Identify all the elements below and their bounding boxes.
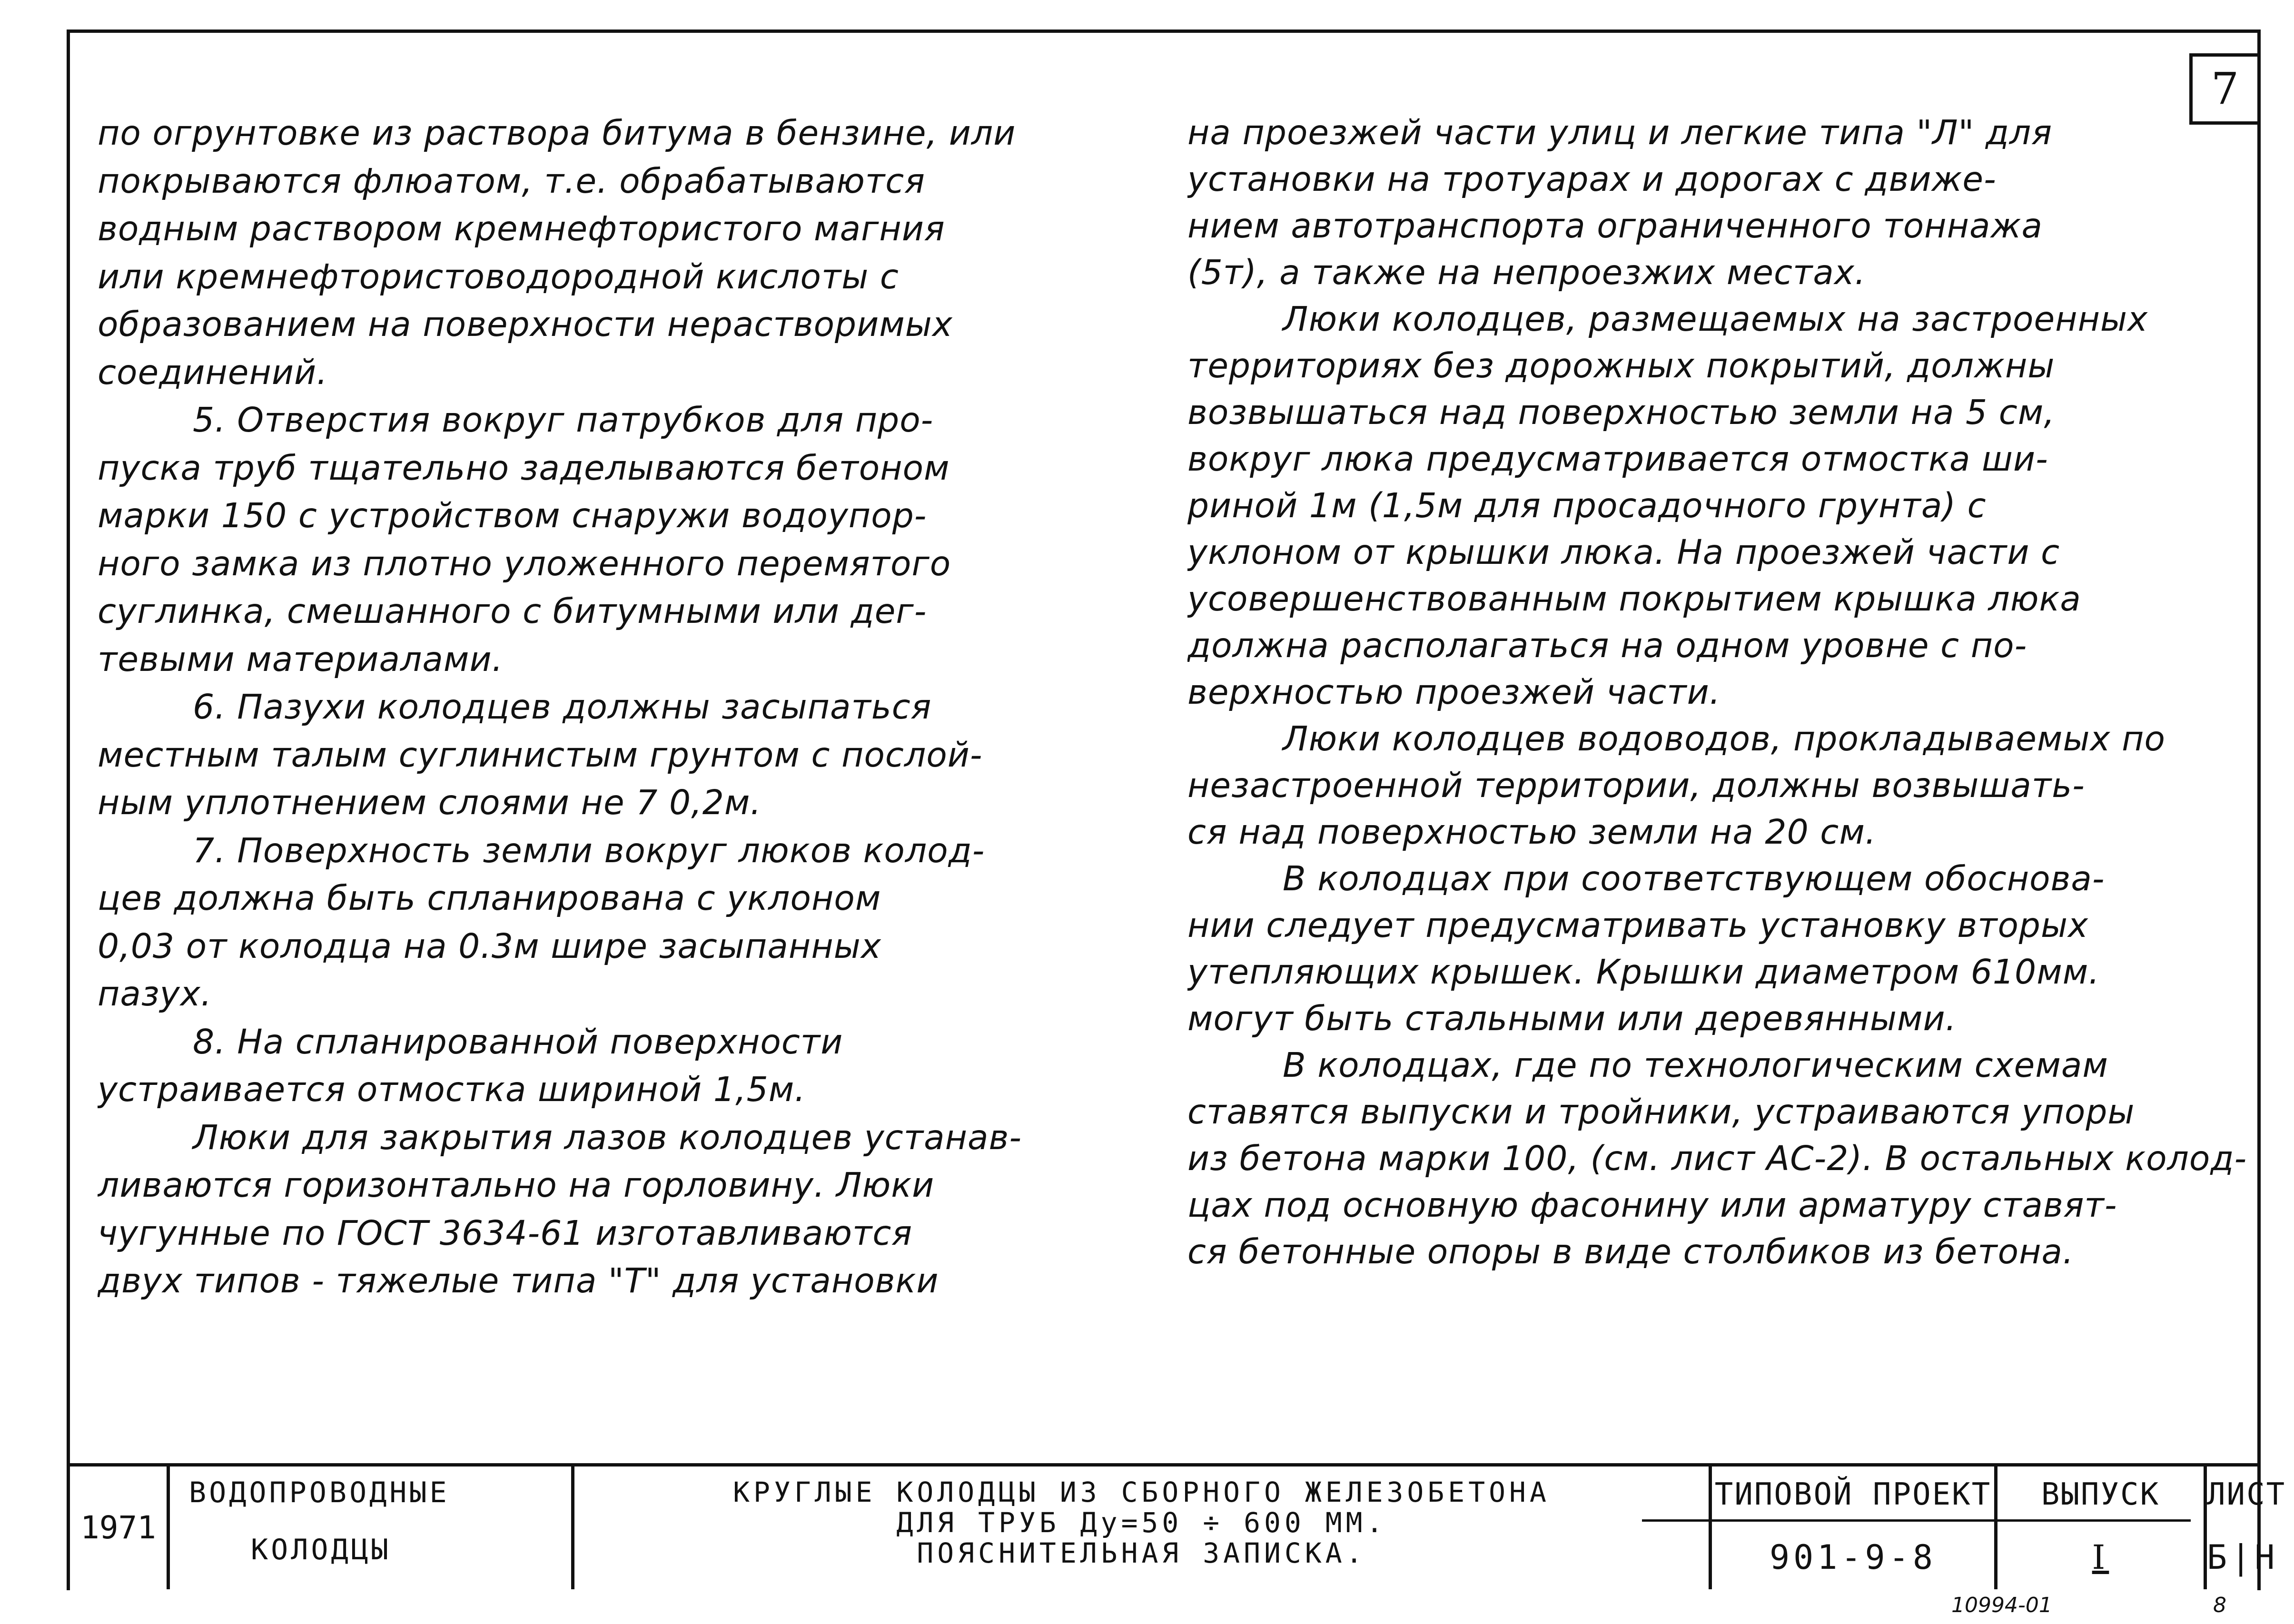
right-column-line: нием автотранспорта ограниченного тоннажа bbox=[1187, 206, 2043, 246]
right-column-line: могут быть стальными или деревянными. bbox=[1187, 999, 1957, 1038]
left-column-line: местным талым суглинистым грунтом с послой- bbox=[98, 735, 983, 775]
drawing-title-line3: ПОЯСНИТЕЛЬНАЯ ЗАПИСКА. bbox=[917, 1537, 1366, 1569]
left-column-line: цев должна быть спланирована с уклоном bbox=[98, 878, 881, 918]
right-column-line: ся бетонные опоры в виде столбиков из бетона. bbox=[1187, 1232, 2074, 1271]
title-block-issue-cell bbox=[1997, 1467, 2207, 1589]
left-column-line: 7. Поверхность земли вокруг люков колод- bbox=[193, 830, 985, 870]
left-column-line: 6. Пазухи колодцев должны засыпаться bbox=[193, 687, 932, 727]
right-column-line: ся над поверхностью земли на 20 см. bbox=[1187, 812, 1877, 852]
right-column-line: должна располагаться на одном уровне с по- bbox=[1187, 626, 2027, 665]
right-column-line: из бетона марки 100, (см. лист АС-2). В остальных колод- bbox=[1187, 1139, 2247, 1178]
year-text: 1971 bbox=[80, 1509, 156, 1546]
left-column-line: или кремнефтористоводородной кислоты с bbox=[98, 256, 899, 296]
left-column-line: соединений. bbox=[98, 352, 328, 392]
left-column-line: Люки для закрытия лазов колодцев устанав- bbox=[193, 1117, 1022, 1157]
right-column-line: на проезжей части улиц и легкие типа "Л" для bbox=[1187, 113, 2053, 152]
right-column-line: вокруг люка предусматривается отмостка ши- bbox=[1187, 439, 2048, 479]
right-column-line: В колодцах, где по технологическим схемам bbox=[1283, 1045, 2108, 1085]
left-column-line: 0,03 от колодца на 0.3м шире засыпанных bbox=[98, 926, 881, 966]
page-number: 7 bbox=[2189, 53, 2261, 125]
left-column-line: двух типов - тяжелые типа "Т" для установки bbox=[98, 1261, 939, 1300]
object-name-line2: КОЛОДЦЫ bbox=[251, 1533, 391, 1566]
left-column-line: тевыми материалами. bbox=[98, 639, 504, 679]
right-column-line: незастроенной территории, должны возвышать- bbox=[1187, 766, 2085, 805]
left-column-line: 8. На спланированной поверхности bbox=[193, 1022, 843, 1062]
right-column-line: цах под основную фасонину или арматуру ставят- bbox=[1187, 1185, 2117, 1225]
right-column-line: (5т), а также на непроезжих местах. bbox=[1187, 253, 1866, 292]
right-column-line: уклоном от крышки люка. На проезжей части с bbox=[1187, 532, 2060, 572]
right-column-line: Люки колодцев водоводов, прокладываемых по bbox=[1283, 719, 2165, 758]
archive-suffix: 8 bbox=[2213, 1593, 2226, 1617]
right-column-line: риной 1м (1,5м для просадочного грунта) с bbox=[1187, 486, 1987, 525]
right-column-line: ставятся выпуски и тройники, устраиваются упоры bbox=[1187, 1092, 2135, 1132]
right-column-line: территориях без дорожных покрытий, должны bbox=[1187, 346, 2055, 385]
right-column-line: возвышаться над поверхностью земли на 5 см, bbox=[1187, 393, 2055, 432]
left-column-line: суглинка, смешанного с битумными или дег- bbox=[98, 591, 927, 631]
project-number: 901-9-8 bbox=[1769, 1538, 1937, 1577]
right-column-line: нии следует предусматривать установку вторых bbox=[1187, 906, 2089, 945]
title-block-year-cell bbox=[70, 1467, 170, 1589]
left-column-line: ным уплотнением слоями не 7 0,2м. bbox=[98, 783, 762, 822]
left-column-line: по огрунтовке из раствора битума в бензине, или bbox=[98, 113, 1016, 153]
left-column-line: покрываются флюатом, т.е. обрабатываются bbox=[98, 161, 926, 201]
drawing-title-line2: ДЛЯ ТРУБ Ду=50 ÷ 600 ММ. bbox=[896, 1506, 1387, 1539]
title-block-project-cell bbox=[1712, 1467, 1997, 1589]
left-column-line: ливаются горизонтально на горловину. Люки bbox=[98, 1165, 935, 1205]
object-name-line1: ВОДОПРОВОДНЫЕ bbox=[189, 1476, 450, 1509]
left-column-line: 5. Отверстия вокруг патрубков для про- bbox=[193, 400, 934, 440]
drawing-title-line1: КРУГЛЫЕ КОЛОДЦЫ ИЗ СБОРНОГО ЖЕЛЕЗОБЕТОНА bbox=[733, 1476, 1550, 1508]
left-column-line: образованием на поверхности нерастворимых bbox=[98, 305, 953, 344]
title-block bbox=[67, 1463, 2286, 1589]
title-block-name-cell bbox=[170, 1467, 574, 1589]
right-column-line: усовершенствованным покрытием крышка люка bbox=[1187, 579, 2081, 619]
right-column-line: утепляющих крышек. Крышки диаметром 610мм. bbox=[1187, 952, 2100, 992]
right-text-column bbox=[1187, 109, 2249, 1275]
left-column-line: марки 150 с устройством снаружи водоупор- bbox=[98, 496, 927, 535]
left-column-line: чугунные по ГОСТ 3634-61 изготавливаются bbox=[98, 1213, 913, 1253]
left-column-line: пазух. bbox=[98, 974, 212, 1014]
left-column-line: пуска труб тщательно заделываются бетоном bbox=[98, 448, 950, 488]
title-block-divider bbox=[1642, 1519, 2191, 1522]
archive-code: 10994-01 bbox=[1951, 1593, 2052, 1617]
issue-number: I bbox=[2092, 1538, 2109, 1577]
sheet-header: ЛИСТ bbox=[2207, 1477, 2286, 1512]
title-block-sheet-cell bbox=[2207, 1467, 2286, 1589]
issue-header: ВЫПУСК bbox=[2041, 1477, 2160, 1512]
sheet-number: Б|Н bbox=[2207, 1538, 2279, 1577]
left-column-line: ного замка из плотно уложенного перемятого bbox=[98, 543, 951, 583]
right-column-line: В колодцах при соответствующем обоснова- bbox=[1283, 859, 2105, 898]
title-block-title-cell bbox=[574, 1467, 1712, 1589]
left-column-line: устраивается отмостка шириной 1,5м. bbox=[98, 1070, 806, 1109]
right-column-line: верхностью проезжей части. bbox=[1187, 672, 1721, 712]
left-text-column bbox=[98, 109, 1152, 1305]
right-column-line: Люки колодцев, размещаемых на застроенных bbox=[1283, 299, 2148, 339]
right-column-line: установки на тротуарах и дорогах с движе- bbox=[1187, 159, 1997, 199]
left-column-line: водным раствором кремнефтористого магния bbox=[98, 209, 945, 248]
project-header: ТИПОВОЙ ПРОЕКТ bbox=[1714, 1477, 1992, 1512]
